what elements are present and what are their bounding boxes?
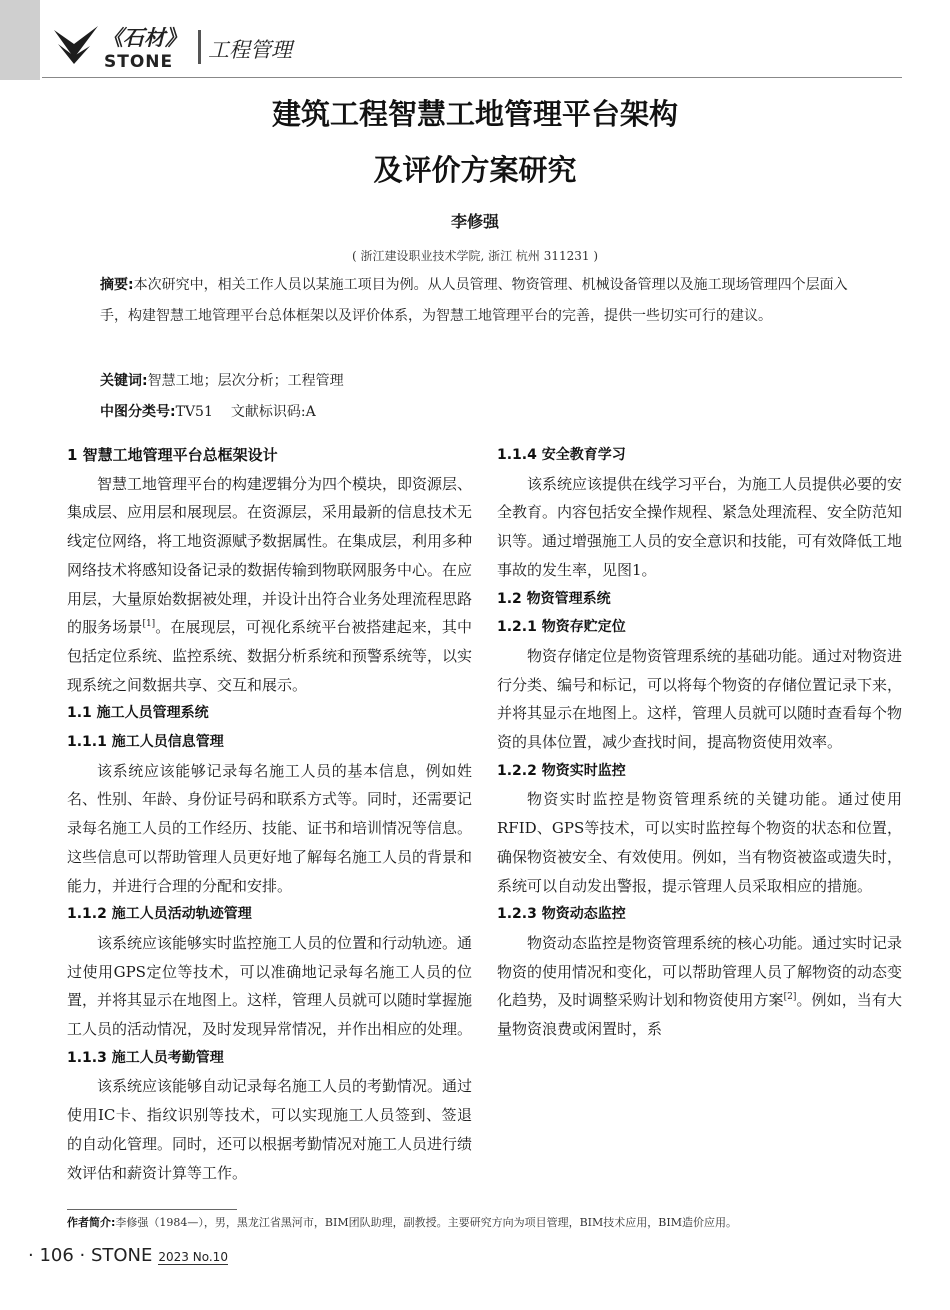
keywords-label: 关键词: <box>100 373 148 389</box>
citation: [1] <box>142 619 156 630</box>
abstract-label: 摘要: <box>100 277 134 293</box>
subsection-heading: 1.1 施工人员管理系统 <box>67 705 209 722</box>
paragraph: 该系统应该能够自动记录每名施工人员的考勤情况。通过使用IC卡、指纹识别等技术，可以实现施工人员签到、签退的自动化管理。同时，还可以根据考勤情况对施工人员进行绩效评估和薪资计算等工作。 <box>67 1077 473 1182</box>
subsubsection-heading: 1.2.3 物资动态监控 <box>497 906 626 923</box>
body-column-left <box>67 441 473 1182</box>
author-name: 李修强 <box>450 212 499 231</box>
subsubsection-heading: 1.1.3 施工人员考勤管理 <box>67 1049 224 1066</box>
journal-logo <box>52 20 202 74</box>
subsubsection-heading: 1.1.2 施工人员活动轨迹管理 <box>67 906 252 923</box>
paragraph: 物资实时监控是物资管理系统的关键功能。通过使用RFID、GPS等技术，可以实时监控每个物资的状态和位置，确保物资被安全、有效使用。例如，当有物资被盗或遗失时，系统可以自动发出警报，提示管理人员采取相应的措施。 <box>497 790 903 895</box>
paragraph: 智慧工地管理平台的构建逻辑分为四个模块，即资源层、集成层、应用层和展现层。在资源层，采用最新的信息技术无线定位网络，将工地资源赋予数据属性。在集成层，利用多种网络技术将感知设备记录的数据传输到物联网服务中心。在应用层，大量原始数据被处理，并设计出符合业务处理流程思路的服务场景[1]。在展现层，可视化系统平台被搭建起来，其中包括定位系统、监控系统、数据分析系统和预警系统等，以实现系统之间数据共享、交互和展示。 <box>67 474 473 694</box>
author-affiliation: ( 浙江建设职业技术学院, 浙江 杭州 311231 ) <box>351 249 599 263</box>
clc-value: TV51 <box>175 404 213 420</box>
citation: [2] <box>783 992 797 1003</box>
body-column-right <box>497 441 902 1044</box>
author-footnote <box>67 1214 907 1230</box>
keywords-text: 智慧工地；层次分析；工程管理 <box>147 373 344 389</box>
subsubsection-heading: 1.2.2 物资实时监控 <box>497 762 626 779</box>
doc-code-value: A <box>305 404 316 420</box>
paragraph: 该系统应该能够实时监控施工人员的位置和行动轨迹。通过使用GPS定位等技术，可以准确地记录每名施工人员的位置，并将其显示在地图上。这样，管理人员就可以随时掌握施工人员的活动情况，及时发现异常情况，并作出相应的处理。 <box>67 933 473 1039</box>
clc-label: 中图分类号: <box>100 404 176 420</box>
paragraph: 物资动态监控是物资管理系统的核心功能。通过实时记录物资的使用情况和变化，可以帮助管理人员了解物资的动态变化趋势，及时调整采购计划和物资使用方案[2]。例如，当有大量物资浪费或闲置时，系 <box>497 933 903 1039</box>
paragraph: 该系统应该提供在线学习平台，为施工人员提供必要的安全教育。内容包括安全操作规程、紧急处理流程、安全防范知识等。通过增强施工人员的安全意识和技能，可有效降低工地事故的发生率，见图1。 <box>497 474 903 579</box>
journal-header <box>0 0 950 80</box>
classification <box>100 397 860 428</box>
page-footer <box>28 1245 228 1266</box>
issue-number: 2023 No.10 <box>158 1250 228 1264</box>
footnote-label: 作者简介: <box>67 1216 116 1229</box>
stone-logo-icon <box>52 24 102 66</box>
header-separator <box>198 30 201 64</box>
journal-name-en: STONE <box>104 52 174 72</box>
section-heading: 1 智慧工地管理平台总框架设计 <box>67 446 278 464</box>
paragraph: 物资存储定位是物资管理系统的基础功能。通过对物资进行分类、编号和标记，可以将每个物资的存储位置记录下来，并将其显示在地图上。这样，管理人员就可以随时查看每个物资的具体位置，减少查找时间，提高物资使用效率。 <box>497 646 903 752</box>
page-number: · 106 · STONE <box>28 1245 153 1266</box>
footnote-rule <box>67 1209 237 1210</box>
section-label: 工程管理 <box>208 38 292 62</box>
article-title-line-1: 建筑工程智慧工地管理平台架构 <box>271 97 678 131</box>
paragraph: 该系统应该能够记录每名施工人员的基本信息，例如姓名、性别、年龄、身份证号码和联系方式等。同时，还需要记录每名施工人员的工作经历、技能、证书和培训情况等信息。这些信息可以帮助管理人员更好地了解每名施工人员的背景和能力，并进行合理的分配和安排。 <box>67 761 473 895</box>
subsubsection-heading: 1.2.1 物资存贮定位 <box>497 619 626 636</box>
keywords <box>100 366 860 397</box>
journal-name-cn: 《石材》 <box>102 26 186 50</box>
header-gray-band <box>0 0 40 80</box>
subsubsection-heading: 1.1.4 安全教育学习 <box>497 447 626 463</box>
subsubsection-heading: 1.1.1 施工人员信息管理 <box>67 734 224 751</box>
doc-code-label: 文献标识码: <box>230 404 306 420</box>
header-rule <box>42 77 902 78</box>
article-title-line-2: 及评价方案研究 <box>373 153 577 187</box>
subsection-heading: 1.2 物资管理系统 <box>497 590 611 607</box>
abstract <box>100 270 860 332</box>
abstract-text: 本次研究中，相关工作人员以某施工项目为例。从人员管理、物资管理、机械设备管理以及施工现场管理四个层面入手，构建智慧工地管理平台总体框架以及评价体系，为智慧工地管理平台的完善，提供一些切实可行的建议。 <box>100 277 848 324</box>
footnote-text: 李修强（1984—），男，黑龙江省黑河市，BIM团队助理，副教授。主要研究方向为项目管理，BIM技术应用，BIM造价应用。 <box>115 1216 737 1229</box>
